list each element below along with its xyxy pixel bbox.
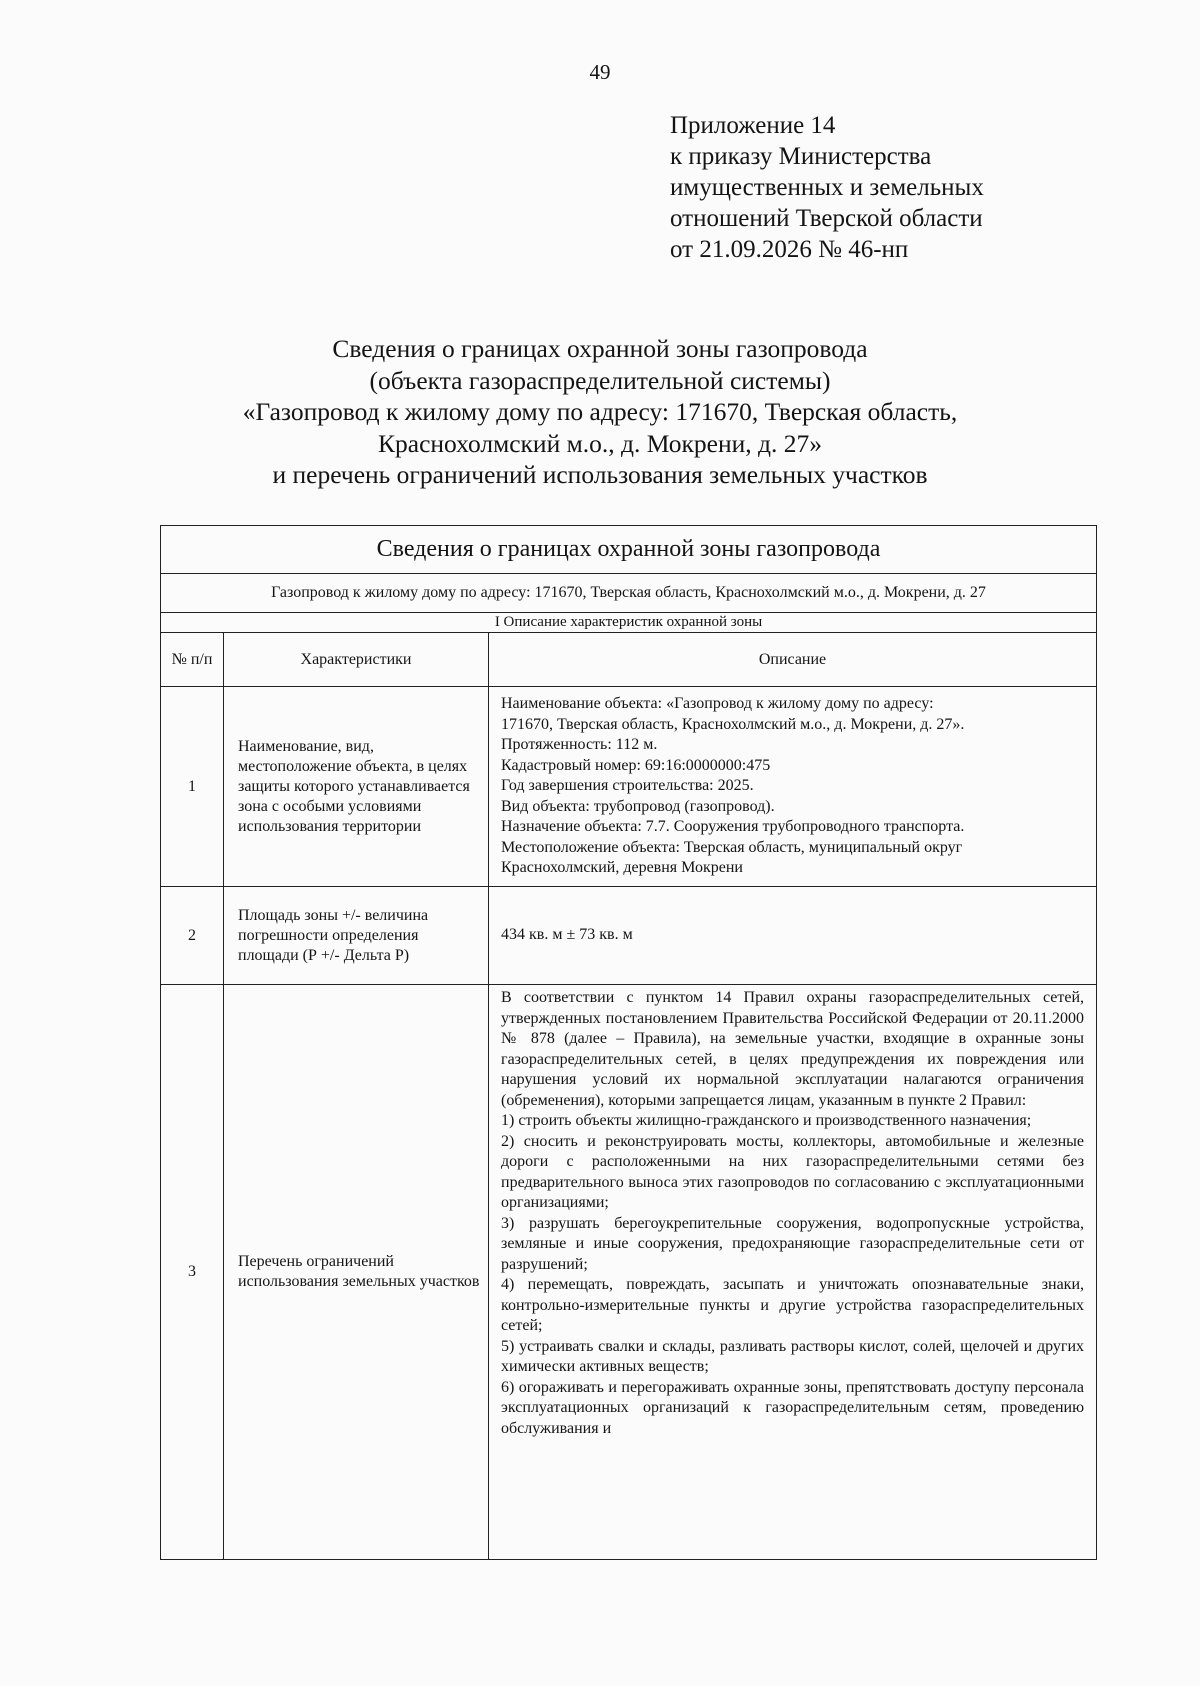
section-title: I Описание характеристик охранной зоны bbox=[161, 613, 1097, 633]
document-title bbox=[0, 333, 1200, 491]
description-line: Вид объекта: трубопровод (газопровод). bbox=[501, 797, 775, 815]
restriction-item: 4) перемещать, повреждать, засыпать и уничтожать опознавательные знаки, контрольно-измерительные пункты и другие устройства газораспределительных сетей; bbox=[501, 1276, 1085, 1334]
description-line: Наименование объекта: «Газопровод к жилому дому по адресу: bbox=[501, 695, 934, 713]
row-number: 2 bbox=[161, 887, 224, 985]
appendix-line: имущественных и земельных bbox=[670, 174, 984, 201]
appendix-line: отношений Тверской области bbox=[670, 205, 983, 232]
description-line: Краснохолмский, деревня Мокрени bbox=[501, 859, 743, 877]
appendix-line: к приказу Министерства bbox=[670, 143, 932, 170]
restriction-item: 5) устраивать свалки и склады, разливать растворы кислот, солей, щелочей и других химически активных веществ; bbox=[501, 1337, 1085, 1375]
description-line: Протяженность: 112 м. bbox=[501, 736, 658, 754]
row-characteristic: Наименование, вид, местоположение объекта, в целях защиты которого устанавливается зона с особыми условиями использования территории bbox=[224, 687, 489, 887]
appendix-block bbox=[670, 110, 984, 265]
row-characteristic: Площадь зоны +/- величина погрешности определения площади (Р +/- Дельта Р) bbox=[224, 887, 489, 985]
table-row bbox=[161, 887, 1097, 985]
table-header: Сведения о границах охранной зоны газопровода bbox=[161, 526, 1097, 574]
page-number: 49 bbox=[589, 60, 611, 84]
description-line: Назначение объекта: 7.7. Сооружения трубопроводного транспорта. bbox=[501, 818, 965, 836]
title-line: и перечень ограничений использования земельных участков bbox=[272, 460, 928, 489]
appendix-line: Приложение 14 bbox=[670, 112, 836, 139]
title-line: «Газопровод к жилому дому по адресу: 171670, Тверская область, bbox=[242, 397, 958, 426]
row-number: 1 bbox=[161, 687, 224, 887]
title-line: Сведения о границах охранной зоны газопровода bbox=[332, 334, 868, 363]
zone-table bbox=[160, 525, 1097, 1560]
description-line: Год завершения строительства: 2025. bbox=[501, 777, 754, 795]
column-header-description: Описание bbox=[489, 633, 1097, 687]
description-line: Кадастровый номер: 69:16:0000000:475 bbox=[501, 756, 771, 774]
restriction-paragraph: В соответствии с пунктом 14 Правил охраны газораспределительных сетей, утвержденных постановлением Правительства Российской Федерации от 20.11.2000 № 878 (далее – Правила), на земельные участки, входящие в охранные зоны газораспределительных сетей, в целях предупреждения их повреждения или нарушения условий их нормальной эксплуатации налагаются ограничения (обременения), которыми запрещается лицам, указанным в пункте 2 Правил: bbox=[501, 989, 1085, 1109]
appendix-line: от 21.09.2026 № 46-нп bbox=[670, 236, 909, 263]
column-header-num-text: № п/п bbox=[171, 650, 213, 668]
row-description: 434 кв. м ± 73 кв. м bbox=[489, 887, 1097, 985]
table-row bbox=[161, 985, 1097, 1560]
title-line: (объекта газораспределительной системы) bbox=[369, 365, 831, 395]
table-row bbox=[161, 687, 1097, 887]
title-line: Краснохолмский м.о., д. Мокрени, д. 27» bbox=[378, 428, 822, 458]
column-header-characteristics: Характеристики bbox=[224, 633, 489, 687]
column-header-num bbox=[161, 633, 224, 687]
row-number: 3 bbox=[161, 985, 224, 1560]
restriction-item: 6) огораживать и перегораживать охранные зоны, препятствовать доступу персонала эксплуатационных организаций к газораспределительным сетям, проведению обслуживания и bbox=[501, 1378, 1085, 1437]
description-line: Местоположение объекта: Тверская область, муниципальный округ bbox=[501, 838, 963, 856]
object-line: Газопровод к жилому дому по адресу: 171670, Тверская область, Краснохолмский м.о., д. Мокрени, д. 27 bbox=[161, 574, 1097, 613]
row-characteristic: Перечень ограничений использования земельных участков bbox=[224, 985, 489, 1560]
row-description bbox=[489, 687, 1097, 887]
row-description bbox=[489, 985, 1097, 1560]
restriction-item: 2) сносить и реконструировать мосты, коллекторы, автомобильные и железные дороги с расположенными на них газораспределительными сетями без предварительного выноса этих газопроводов по согласованию с эксплуатационными организациями; bbox=[501, 1132, 1085, 1211]
restriction-item: 1) строить объекты жилищно-гражданского и производственного назначения; bbox=[501, 1112, 1032, 1129]
description-line: 171670, Тверская область, Краснохолмский м.о., д. Мокрени, д. 27». bbox=[501, 715, 965, 733]
restriction-item: 3) разрушать берегоукрепительные сооружения, водопропускные устройства, земляные и иные сооружения, предохраняющие газораспределительные сети от разрушений; bbox=[501, 1214, 1085, 1273]
